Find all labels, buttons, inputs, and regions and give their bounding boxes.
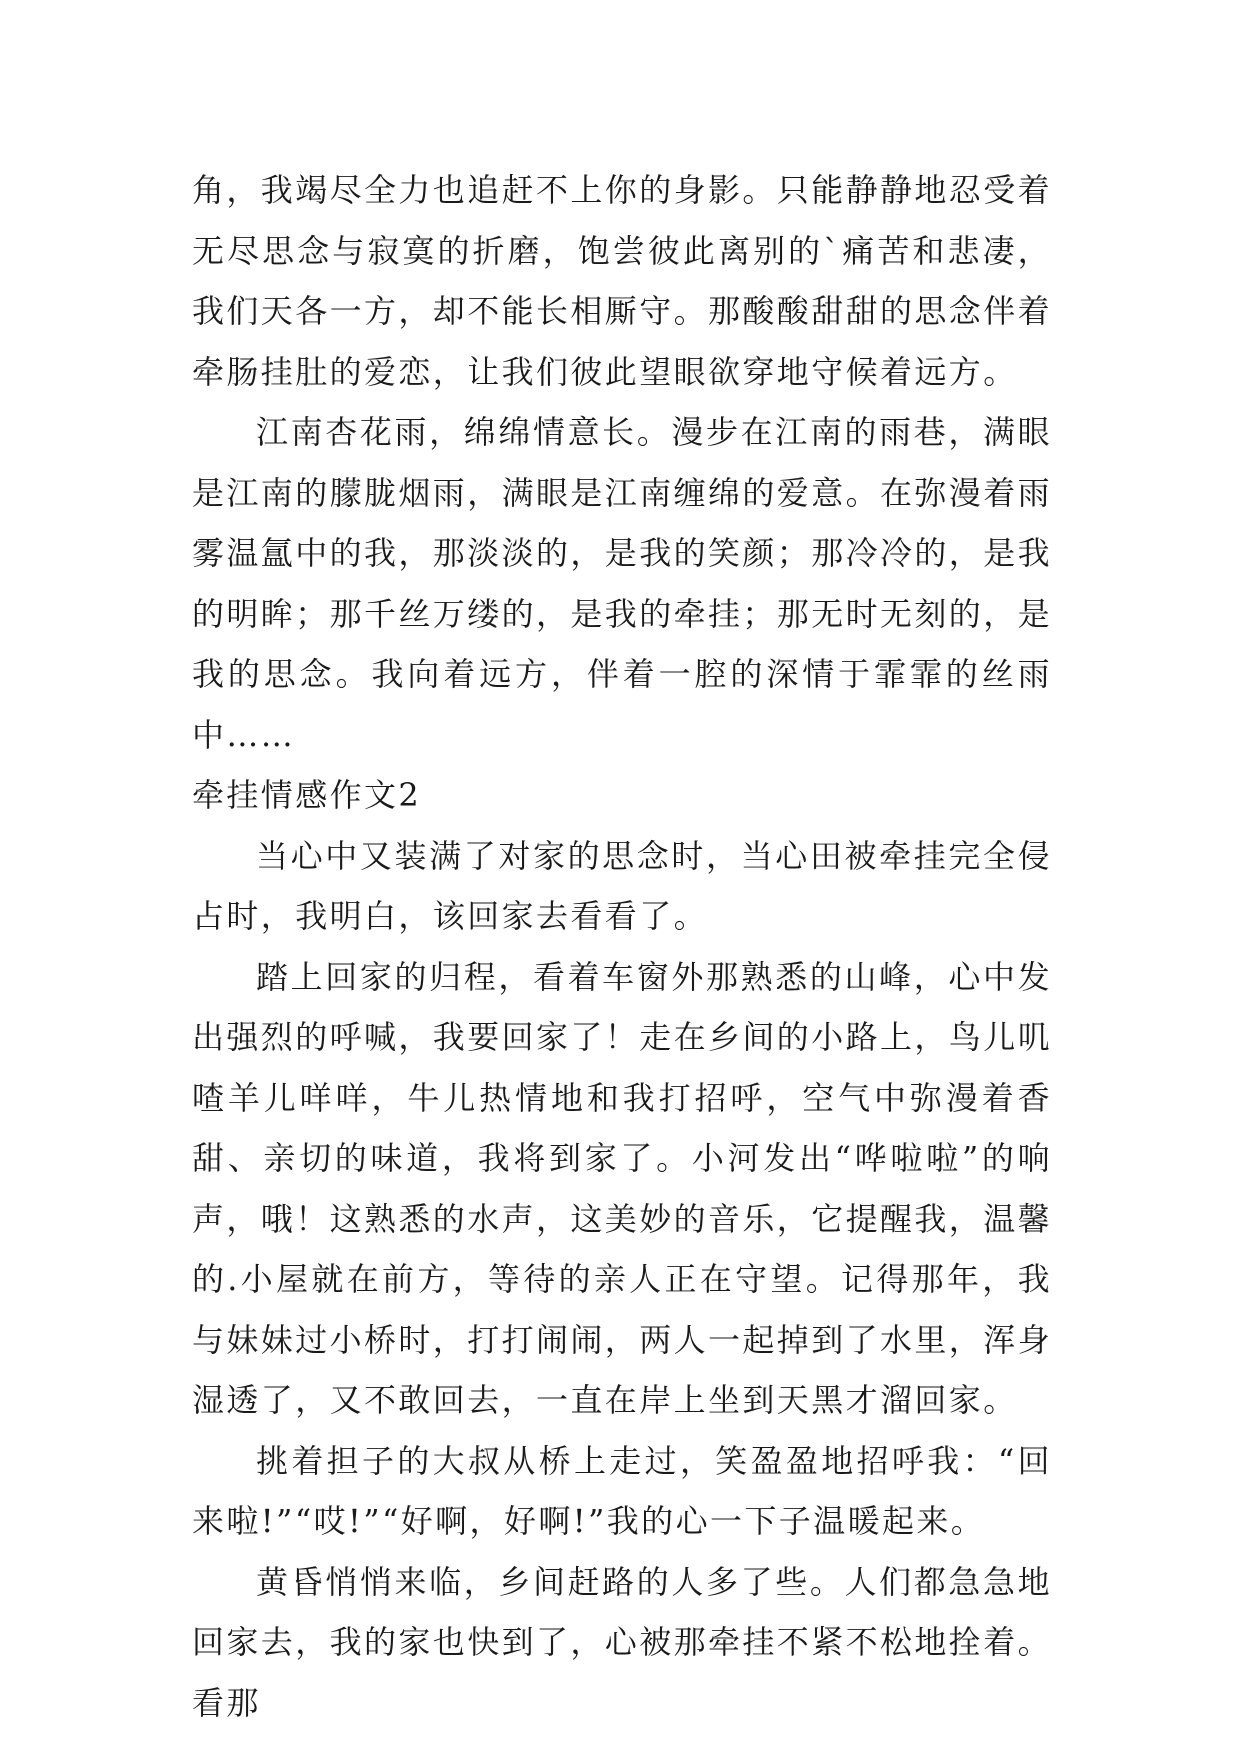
paragraph-dusk: 黄昏悄悄来临，乡间赶路的人多了些。人们都急急地回家去，我的家也快到了，心被那牵挂不紧不松地拴着。看那 — [192, 1562, 1053, 1722]
paragraph-journey-home: 踏上回家的归程，看着车窗外那熟悉的山峰，心中发出强烈的呼喊，我要回家了！走在乡间的小路上，鸟儿叽喳羊儿咩咩，牛儿热情地和我打招呼，空气中弥漫着香甜、亲切的味道，我将到家了。小河发出“哗啦啦”的响声，哦！这熟悉的水声，这美妙的音乐，它提醒我，温馨的.小屋就在前方，等待的亲人正在守望。记得那年，我与妹妹过小桥时，打打闹闹，两人一起掉到了水里，浑身湿透了，又不敢回去，一直在岸上坐到天黑才溜回家。 — [192, 957, 1053, 1419]
section-title: 牵挂情感作文2 — [192, 776, 422, 814]
document-body — [192, 160, 1052, 1733]
paragraph-jiangnan: 江南杏花雨，绵绵情意长。漫步在江南的雨巷，满眼是江南的朦胧烟雨，满眼是江南缠绵的爱意。在弥漫着雨雾温氲中的我，那淡淡的，是我的笑颜；那冷冷的，是我的明眸；那千丝万缕的，是我的牵挂；那无时无刻的，是我的思念。我向着远方，伴着一腔的深情于霏霏的丝雨中…… — [192, 413, 1053, 754]
paragraph-continued: 角，我竭尽全力也追赶不上你的身影。只能静静地忍受着无尽思念与寂寞的折磨，饱尝彼此离别的`痛苦和悲凄，我们天各一方，却不能长相厮守。那酸酸甜甜的思念伴着牵肠挂肚的爱恋，让我们彼此望眼欲穿地守候着远方。 — [192, 171, 1053, 391]
paragraph-homesick: 当心中又装满了对家的思念时，当心田被牵挂完全侵占时，我明白，该回家去看看了。 — [192, 836, 1052, 935]
paragraph-uncle-greeting: 挑着担子的大叔从桥上走过，笑盈盈地招呼我：“回来啦!”“哎!”“好啊，好啊!”我的心一下子温暖起来。 — [192, 1441, 1052, 1540]
